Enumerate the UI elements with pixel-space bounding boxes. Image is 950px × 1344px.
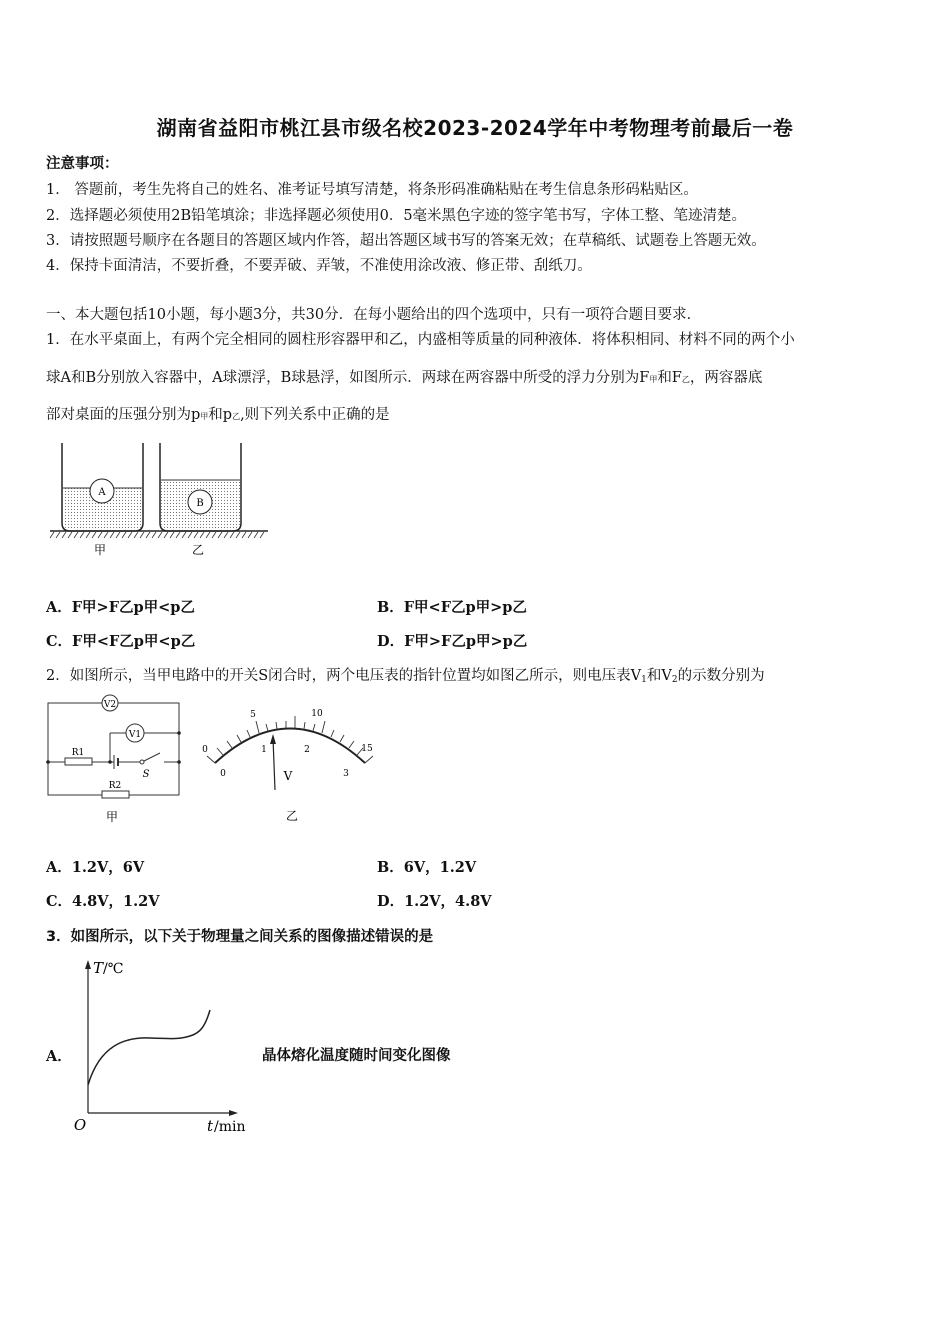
notice-item-3: 3．请按照题号顺序在各题目的答题区域内作答，超出答题区域书写的答案无效；在草稿纸、试题卷上答题无效。 [46,233,766,249]
svg-text:2: 2 [304,745,310,755]
q2-stem: 2．如图所示，当甲电路中的开关S闭合时，两个电压表的指针位置均如图乙所示，则电压表V1和V2的示数分别为 [46,668,765,685]
svg-text:甲: 甲 [105,810,119,824]
section-heading: 一、本大题包括10小题，每小题3分，共30分．在每小题给出的四个选项中，只有一项符合题目要求． [46,307,702,323]
svg-text:乙: 乙 [285,809,299,823]
q2-option-d[interactable]: D．1.2V，4.8V [377,893,492,910]
svg-text:乙: 乙 [191,543,205,557]
q1-containers-figure [40,430,300,560]
svg-text:V2: V2 [103,700,117,710]
svg-text:B: B [196,498,204,509]
q3-option-a-description: 晶体熔化温度随时间变化图像 [262,1048,451,1064]
notice-heading: 注意事项： [46,155,119,172]
svg-text:3: 3 [343,769,349,779]
svg-text:S: S [142,769,150,780]
page-title: 湖南省益阳市桃江县市级名校2023-2024学年中考物理考前最后一卷 [156,116,794,140]
q1-stem-line3: 部对桌面的压强分别为p甲和p乙,则下列关系中正确的是 [46,407,390,423]
svg-text:/min: /min [214,1119,246,1135]
svg-text:R1: R1 [71,748,85,758]
svg-text:15: 15 [361,744,373,754]
q2-option-b[interactable]: B．6V，1.2V [377,859,477,876]
svg-text:1: 1 [261,745,267,755]
q1-option-b[interactable]: B．F甲<F乙p甲>p乙 [377,599,527,616]
svg-text:R2: R2 [108,781,122,791]
svg-text:甲: 甲 [93,543,107,557]
svg-text:10: 10 [311,709,323,719]
svg-text:0: 0 [220,769,226,779]
q2-option-a[interactable]: A．1.2V，6V [46,859,145,876]
svg-text:5: 5 [250,710,256,720]
svg-text:V1: V1 [128,730,142,740]
q2-voltmeter-figure [195,700,385,830]
q1-stem-line1: 1．在水平桌面上，有两个完全相同的圆柱形容器甲和乙，内盛相等质量的同种液体．将体积相同、材料不同的两个小 [46,332,795,348]
svg-text:0: 0 [202,745,208,755]
q2-circuit-figure [40,690,190,830]
q3-option-a-label[interactable]: A． [46,1048,72,1065]
notice-item-2: 2．选择题必须使用2B铅笔填涂；非选择题必须使用0．5毫米黑色字迹的签字笔书写，字体工整、笔迹清楚。 [46,208,747,224]
q1-option-c[interactable]: C．F甲<F乙p甲<p乙 [46,633,196,650]
q2-option-c[interactable]: C．4.8V，1.2V [46,893,160,910]
svg-text:V: V [283,769,293,783]
svg-text:T: T [93,959,104,977]
q1-option-d[interactable]: D．F甲>F乙p甲>p乙 [377,633,528,650]
notice-item-1: 1． 答题前，考生先将自己的姓名、准考证号填写清楚，将条形码准确粘贴在考生信息条形码粘贴区。 [46,182,698,198]
q1-stem-line2: 球A和B分别放入容器中，A球漂浮，B球悬浮，如图所示．两球在两容器中所受的浮力分别为F甲和F乙，两容器底 [46,370,763,386]
q1-option-a[interactable]: A．F甲>F乙p甲<p乙 [46,599,195,616]
svg-text:t: t [207,1117,214,1135]
q3-stem: 3．如图所示，以下关于物理量之间关系的图像描述错误的是 [46,929,434,945]
svg-text:/℃: /℃ [103,961,124,977]
notice-item-4: 4．保持卡面清洁，不要折叠，不要弄破、弄皱，不准使用涂改液、修正带、刮纸刀。 [46,258,592,274]
q3-option-a-graph [65,955,265,1140]
svg-text:O: O [73,1116,87,1134]
svg-text:A: A [98,487,106,498]
